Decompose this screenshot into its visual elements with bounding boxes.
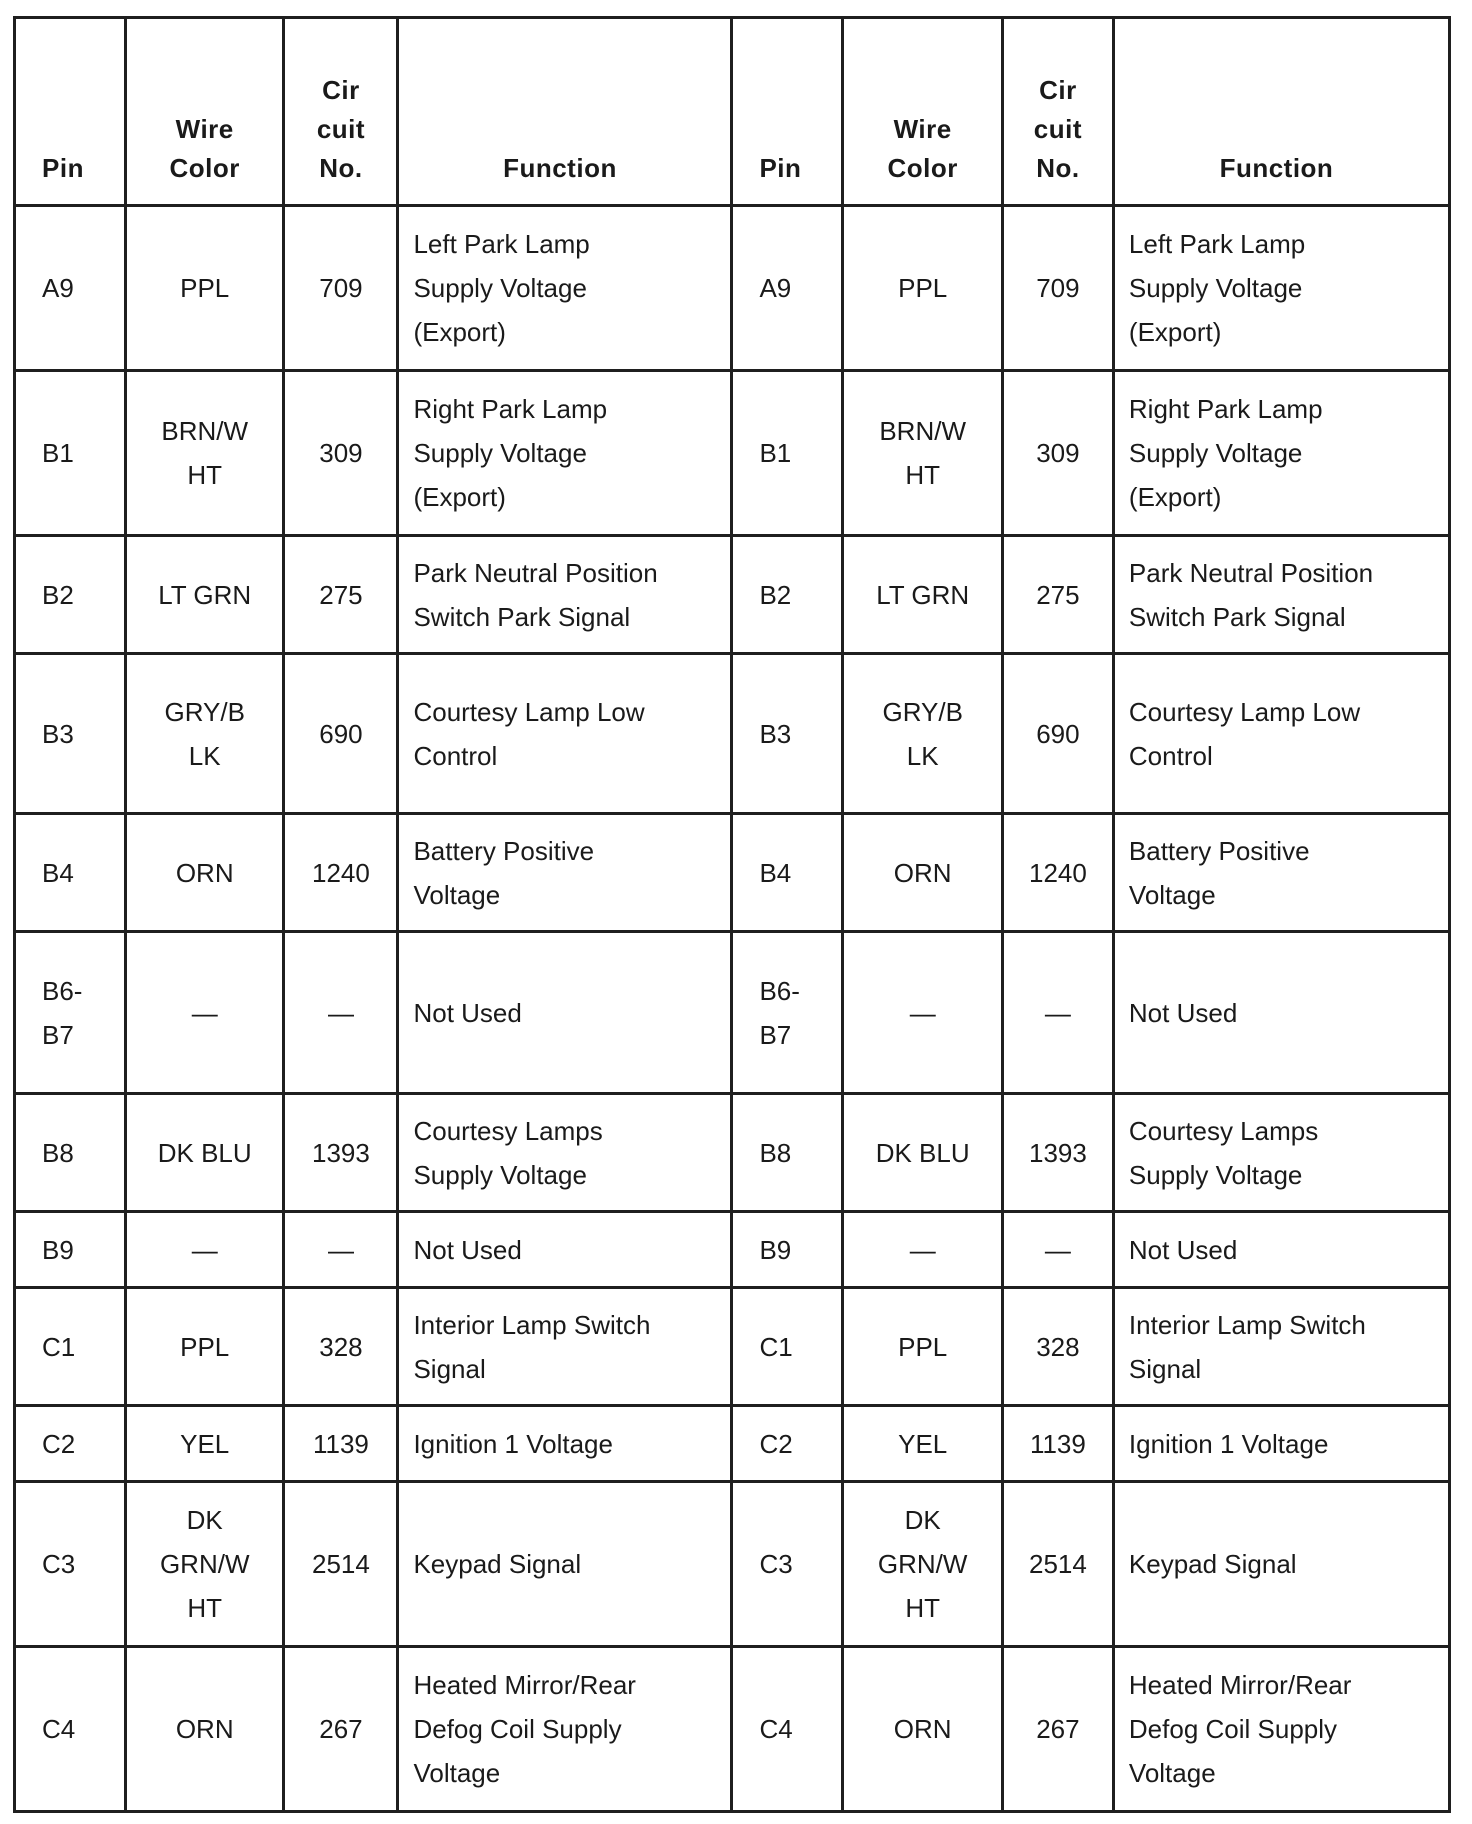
- cell-circuit-no-right: 328: [1002, 1288, 1113, 1406]
- cell-wire-color-right: PPL: [843, 1288, 1002, 1406]
- table-row: [15, 371, 1450, 536]
- cell-pin: A9: [15, 206, 126, 371]
- cell-pin: B3: [15, 654, 126, 814]
- cell-circuit-no: 709: [284, 206, 398, 371]
- header-wire-color-right: Wire Color: [843, 18, 1002, 206]
- cell-pin: B2: [15, 536, 126, 654]
- cell-circuit-no-right: 1393: [1002, 1094, 1113, 1212]
- cell-pin: C1: [15, 1288, 126, 1406]
- cell-function-right: Not Used: [1113, 1212, 1449, 1288]
- cell-pin-right: B9: [732, 1212, 843, 1288]
- cell-function-right: Left Park Lamp Supply Voltage (Export): [1113, 206, 1449, 371]
- cell-wire-color: PPL: [126, 1288, 284, 1406]
- cell-wire-color-right: —: [843, 1212, 1002, 1288]
- cell-wire-color: ORN: [126, 814, 284, 932]
- cell-function-right: Keypad Signal: [1113, 1482, 1449, 1647]
- cell-function: Interior Lamp Switch Signal: [398, 1288, 732, 1406]
- cell-wire-color: GRY/B LK: [126, 654, 284, 814]
- cell-function: Right Park Lamp Supply Voltage (Export): [398, 371, 732, 536]
- table-row: [15, 814, 1450, 932]
- header-pin: Pin: [15, 18, 126, 206]
- cell-circuit-no-right: 267: [1002, 1647, 1113, 1812]
- cell-pin: C2: [15, 1406, 126, 1482]
- cell-function: Courtesy Lamps Supply Voltage: [398, 1094, 732, 1212]
- cell-function-right: Courtesy Lamp Low Control: [1113, 654, 1449, 814]
- cell-circuit-no: 1240: [284, 814, 398, 932]
- cell-function: Park Neutral Position Switch Park Signal: [398, 536, 732, 654]
- cell-pin-right: B1: [732, 371, 843, 536]
- cell-function-right: Ignition 1 Voltage: [1113, 1406, 1449, 1482]
- cell-pin: B8: [15, 1094, 126, 1212]
- cell-function-right: Not Used: [1113, 932, 1449, 1094]
- cell-circuit-no-right: 690: [1002, 654, 1113, 814]
- cell-pin: C4: [15, 1647, 126, 1812]
- header-circuit-no: Cir cuit No.: [284, 18, 398, 206]
- cell-pin-right: B8: [732, 1094, 843, 1212]
- cell-pin: B6- B7: [15, 932, 126, 1094]
- connector-pinout-sheet: [13, 16, 1451, 1813]
- table-row: [15, 1288, 1450, 1406]
- cell-function-right: Battery Positive Voltage: [1113, 814, 1449, 932]
- cell-function: Battery Positive Voltage: [398, 814, 732, 932]
- header-row: [15, 18, 1450, 206]
- cell-pin-right: A9: [732, 206, 843, 371]
- cell-circuit-no: 690: [284, 654, 398, 814]
- cell-function-right: Right Park Lamp Supply Voltage (Export): [1113, 371, 1449, 536]
- cell-pin-right: B3: [732, 654, 843, 814]
- cell-wire-color: YEL: [126, 1406, 284, 1482]
- cell-circuit-no: 2514: [284, 1482, 398, 1647]
- cell-pin-right: C2: [732, 1406, 843, 1482]
- cell-wire-color-right: —: [843, 932, 1002, 1094]
- cell-circuit-no: —: [284, 932, 398, 1094]
- table-row: [15, 1094, 1450, 1212]
- cell-function-right: Courtesy Lamps Supply Voltage: [1113, 1094, 1449, 1212]
- cell-function: Left Park Lamp Supply Voltage (Export): [398, 206, 732, 371]
- cell-wire-color-right: GRY/B LK: [843, 654, 1002, 814]
- cell-wire-color-right: ORN: [843, 814, 1002, 932]
- header-wire-color: Wire Color: [126, 18, 284, 206]
- cell-pin-right: C4: [732, 1647, 843, 1812]
- cell-wire-color: —: [126, 1212, 284, 1288]
- cell-wire-color-right: LT GRN: [843, 536, 1002, 654]
- table-row: [15, 1482, 1450, 1647]
- cell-wire-color-right: DK GRN/W HT: [843, 1482, 1002, 1647]
- table-row: [15, 206, 1450, 371]
- cell-wire-color: ORN: [126, 1647, 284, 1812]
- cell-wire-color: LT GRN: [126, 536, 284, 654]
- cell-wire-color-right: DK BLU: [843, 1094, 1002, 1212]
- cell-pin-right: B2: [732, 536, 843, 654]
- cell-wire-color: DK GRN/W HT: [126, 1482, 284, 1647]
- table-row: [15, 1647, 1450, 1812]
- table-row: [15, 654, 1450, 814]
- cell-pin-right: B6- B7: [732, 932, 843, 1094]
- cell-circuit-no-right: —: [1002, 1212, 1113, 1288]
- cell-wire-color-right: ORN: [843, 1647, 1002, 1812]
- cell-function: Courtesy Lamp Low Control: [398, 654, 732, 814]
- cell-function: Ignition 1 Voltage: [398, 1406, 732, 1482]
- cell-pin: B4: [15, 814, 126, 932]
- cell-pin-right: B4: [732, 814, 843, 932]
- cell-wire-color-right: PPL: [843, 206, 1002, 371]
- cell-pin: B1: [15, 371, 126, 536]
- cell-wire-color: BRN/W HT: [126, 371, 284, 536]
- cell-circuit-no-right: 709: [1002, 206, 1113, 371]
- cell-circuit-no-right: 2514: [1002, 1482, 1113, 1647]
- cell-circuit-no: 309: [284, 371, 398, 536]
- table-row: [15, 536, 1450, 654]
- cell-circuit-no: —: [284, 1212, 398, 1288]
- table-row: [15, 1212, 1450, 1288]
- cell-circuit-no: 267: [284, 1647, 398, 1812]
- cell-wire-color-right: YEL: [843, 1406, 1002, 1482]
- header-function-right: Function: [1113, 18, 1449, 206]
- cell-function-right: Park Neutral Position Switch Park Signal: [1113, 536, 1449, 654]
- cell-circuit-no: 275: [284, 536, 398, 654]
- cell-wire-color: —: [126, 932, 284, 1094]
- cell-circuit-no-right: 309: [1002, 371, 1113, 536]
- cell-circuit-no-right: —: [1002, 932, 1113, 1094]
- cell-circuit-no: 1393: [284, 1094, 398, 1212]
- cell-function-right: Heated Mirror/Rear Defog Coil Supply Voltage: [1113, 1647, 1449, 1812]
- cell-function: Heated Mirror/Rear Defog Coil Supply Voltage: [398, 1647, 732, 1812]
- header-function: Function: [398, 18, 732, 206]
- cell-wire-color: DK BLU: [126, 1094, 284, 1212]
- cell-function: Not Used: [398, 1212, 732, 1288]
- cell-function: Not Used: [398, 932, 732, 1094]
- cell-circuit-no-right: 1139: [1002, 1406, 1113, 1482]
- cell-function: Keypad Signal: [398, 1482, 732, 1647]
- cell-circuit-no: 328: [284, 1288, 398, 1406]
- cell-wire-color-right: BRN/W HT: [843, 371, 1002, 536]
- cell-pin-right: C3: [732, 1482, 843, 1647]
- cell-pin: C3: [15, 1482, 126, 1647]
- header-circuit-no-right: Cir cuit No.: [1002, 18, 1113, 206]
- table-row: [15, 932, 1450, 1094]
- cell-pin-right: C1: [732, 1288, 843, 1406]
- cell-circuit-no: 1139: [284, 1406, 398, 1482]
- cell-pin: B9: [15, 1212, 126, 1288]
- cell-circuit-no-right: 1240: [1002, 814, 1113, 932]
- connector-pinout-table: [13, 16, 1451, 1813]
- cell-wire-color: PPL: [126, 206, 284, 371]
- table-row: [15, 1406, 1450, 1482]
- cell-circuit-no-right: 275: [1002, 536, 1113, 654]
- cell-function-right: Interior Lamp Switch Signal: [1113, 1288, 1449, 1406]
- header-pin-right: Pin: [732, 18, 843, 206]
